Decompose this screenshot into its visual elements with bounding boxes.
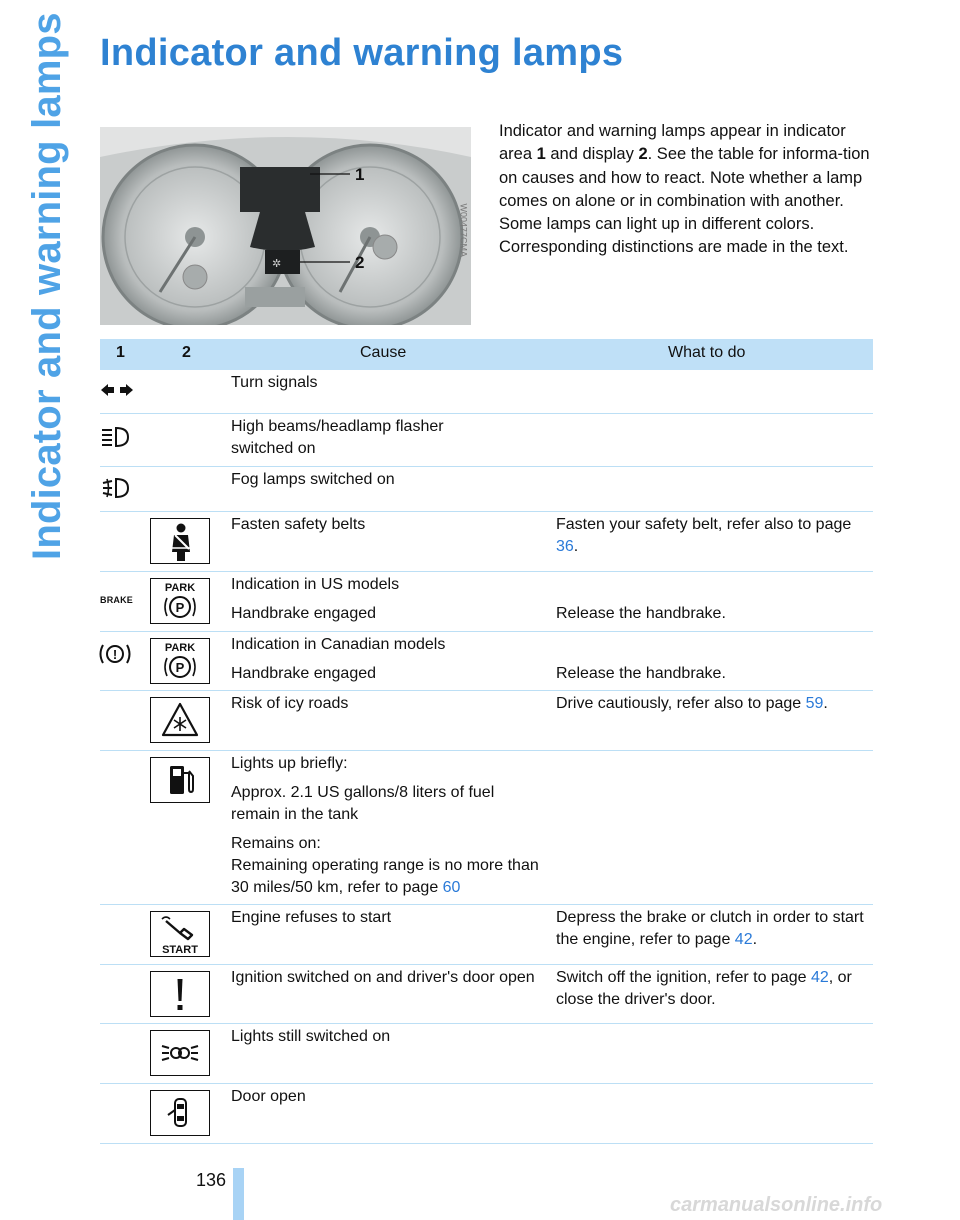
intro-text: and display bbox=[545, 145, 639, 164]
table-row bbox=[100, 751, 873, 905]
page-link[interactable]: 42 bbox=[734, 931, 753, 948]
header-col-2: 2 bbox=[182, 344, 191, 361]
todo-text-end: . bbox=[573, 538, 579, 555]
svg-text:P: P bbox=[175, 600, 185, 615]
table-row bbox=[100, 512, 873, 572]
header-cause: Cause bbox=[360, 344, 407, 361]
cause-text: Fasten safety belts bbox=[231, 516, 366, 533]
callout-2: 2 bbox=[355, 253, 365, 272]
park-brake-icon bbox=[150, 638, 210, 684]
side-tab-label: Indicator and warning lamps bbox=[25, 12, 69, 560]
svg-text:P: P bbox=[175, 660, 185, 675]
page-title: Indicator and warning lamps bbox=[100, 32, 624, 74]
snowflake-warning-icon bbox=[150, 697, 210, 743]
lights-on-icon bbox=[150, 1030, 210, 1076]
door-open-icon bbox=[150, 1090, 210, 1136]
start-key-icon bbox=[150, 911, 210, 957]
cause-line: Approx. 2.1 US gallons/8 liters of fuel remain in the tank bbox=[231, 784, 495, 823]
svg-text:!: ! bbox=[112, 647, 118, 662]
intro-text: . See the table for informa-tion on causes and how to react. Note whether a lamp comes on alone or in combination with another. Some lamps can light up in different colors. Corresponding distinctions are made in the text. bbox=[499, 145, 870, 257]
cause-line bbox=[231, 855, 541, 899]
cause-text: Handbrake engaged bbox=[231, 605, 377, 622]
park-lamp-text: PARK bbox=[164, 642, 196, 654]
cause-text: Lights still switched on bbox=[231, 1028, 391, 1045]
page-link[interactable]: 59 bbox=[805, 695, 824, 712]
intro-area-2: 2 bbox=[638, 145, 648, 164]
side-tab bbox=[22, 12, 72, 560]
todo-text: Release the handbrake. bbox=[556, 665, 726, 682]
table-row bbox=[100, 905, 873, 965]
exclamation-icon bbox=[150, 971, 210, 1017]
cause-line: Remains on: bbox=[231, 835, 321, 852]
table-row bbox=[100, 414, 873, 467]
cause-text: Turn signals bbox=[231, 374, 318, 391]
turn-signal-icon bbox=[100, 383, 144, 397]
indicator-table bbox=[100, 339, 873, 1144]
todo-text bbox=[556, 907, 866, 951]
todo-text-end: . bbox=[752, 931, 758, 948]
cause-text: Handbrake engaged bbox=[231, 665, 377, 682]
watermark: carmanualsonline.info bbox=[670, 1194, 883, 1216]
cause-text bbox=[231, 753, 541, 906]
todo-text-part: Fasten your safety belt, refer also to page bbox=[556, 516, 852, 533]
table-row bbox=[100, 691, 873, 751]
todo-text-end: , or close the driver's door. bbox=[556, 969, 852, 1008]
todo-text: Release the handbrake. bbox=[556, 605, 726, 622]
header-what-to-do: What to do bbox=[668, 344, 746, 361]
cause-line: Lights up briefly: bbox=[231, 755, 348, 772]
high-beam-icon bbox=[100, 426, 144, 448]
svg-text:✲: ✲ bbox=[272, 257, 282, 270]
cause-line-text: Remaining operating range is no more than 30 miles/50 km, refer to page bbox=[231, 857, 539, 896]
cause-text: Indication in US models bbox=[231, 576, 400, 593]
todo-text-part: Drive cautiously, refer also to page bbox=[556, 695, 806, 712]
todo-text bbox=[556, 967, 873, 1011]
fuel-pump-icon bbox=[150, 757, 210, 803]
todo-text bbox=[556, 514, 856, 558]
cause-text: Ignition switched on and driver's door open bbox=[231, 969, 535, 986]
brake-label-icon: BRAKE bbox=[100, 595, 134, 605]
callout-1: 1 bbox=[355, 165, 365, 184]
seatbelt-icon bbox=[150, 518, 210, 564]
instrument-cluster-illustration bbox=[100, 127, 471, 325]
park-brake-icon bbox=[150, 578, 210, 624]
instrument-cluster-figure bbox=[100, 127, 471, 325]
todo-text bbox=[556, 693, 873, 715]
table-row bbox=[100, 572, 873, 632]
page-link[interactable]: 36 bbox=[556, 538, 574, 555]
intro-area-1: 1 bbox=[536, 145, 546, 164]
page-bar bbox=[233, 1168, 244, 1220]
table-row bbox=[100, 632, 873, 691]
todo-text-part: Depress the brake or clutch in order to start the engine, refer to page bbox=[556, 909, 864, 948]
table-row bbox=[100, 370, 873, 414]
start-lamp-text: START bbox=[162, 944, 198, 956]
todo-text-end: . bbox=[823, 695, 828, 712]
table-row bbox=[100, 1084, 873, 1144]
cause-text: Risk of icy roads bbox=[231, 695, 349, 712]
cause-text: Fog lamps switched on bbox=[231, 471, 395, 488]
table-row bbox=[100, 965, 873, 1024]
intro-paragraph bbox=[499, 120, 875, 260]
fog-lamp-icon bbox=[100, 477, 144, 499]
table-header bbox=[100, 339, 873, 370]
cause-text: High beams/headlamp flasher switched on bbox=[231, 418, 444, 457]
brake-circle-icon bbox=[98, 642, 142, 666]
table-row bbox=[100, 467, 873, 512]
figure-code: W00477CMA bbox=[459, 203, 469, 257]
intro-text: Indicator and warning lamps appear in indicator area bbox=[499, 122, 846, 164]
table-row bbox=[100, 1024, 873, 1084]
page-link[interactable]: 60 bbox=[442, 879, 461, 896]
cause-text: Engine refuses to start bbox=[231, 909, 392, 926]
page-link[interactable]: 42 bbox=[810, 969, 829, 986]
park-lamp-text: PARK bbox=[164, 582, 196, 594]
cause-text: Door open bbox=[231, 1088, 306, 1105]
header-col-1: 1 bbox=[116, 344, 125, 361]
cause-text: Indication in Canadian models bbox=[231, 636, 446, 653]
page-number: 136 bbox=[196, 1170, 227, 1190]
todo-text-part: Switch off the ignition, refer to page bbox=[556, 969, 811, 986]
